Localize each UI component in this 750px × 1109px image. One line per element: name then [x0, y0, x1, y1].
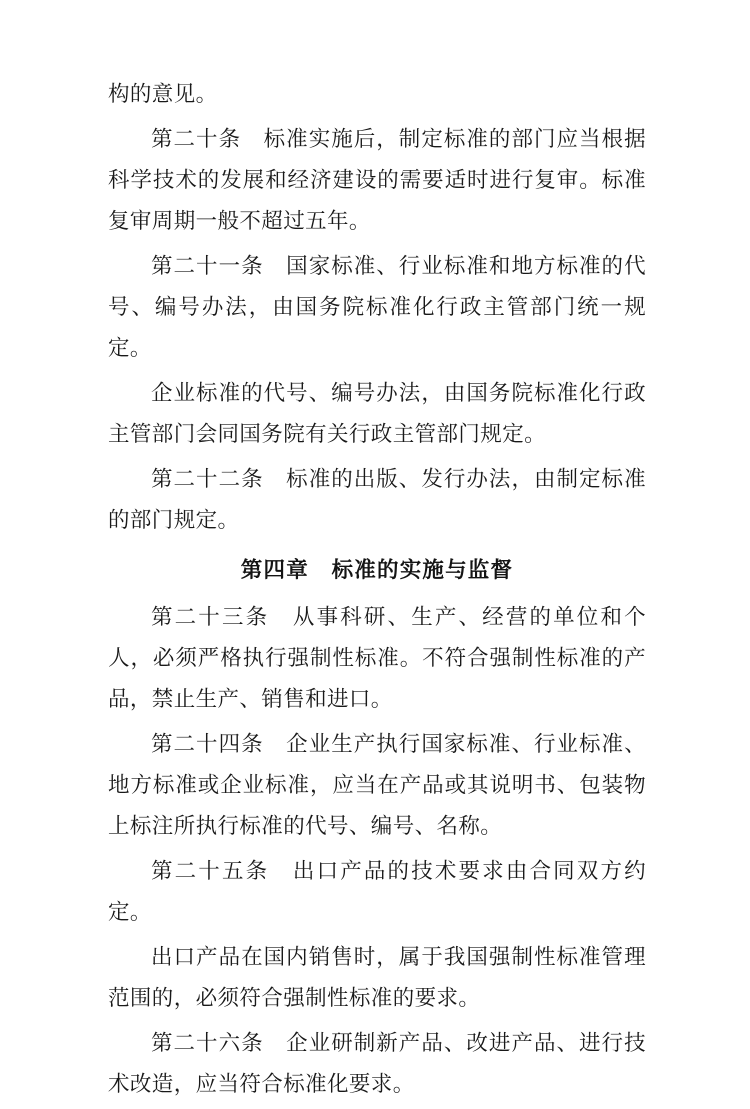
paragraph: 第二十三条 从事科研、生产、经营的单位和个人，必须严格执行强制性标准。不符合强制性标准的产品，禁止生产、销售和进口。	[108, 605, 646, 712]
document-text-column	[108, 74, 646, 1109]
paragraph: 第二十四条 企业生产执行国家标准、行业标准、地方标准或企业标准，应当在产品或其说明书、包装物上标注所执行标准的代号、编号、名称。	[108, 732, 646, 839]
paragraph: 第二十条 标准实施后，制定标准的部门应当根据科学技术的发展和经济建设的需要适时进行复审。标准复审周期一般不超过五年。	[108, 127, 646, 234]
paragraph: 第二十六条 企业研制新产品、改进产品、进行技术改造，应当符合标准化要求。	[108, 1031, 646, 1097]
paragraph: 第二十五条 出口产品的技术要求由合同双方约定。	[108, 859, 646, 925]
paragraph: 企业标准的代号、编号办法，由国务院标准化行政主管部门会同国务院有关行政主管部门规定。	[108, 381, 646, 447]
paragraph: 第二十二条 标准的出版、发行办法，由制定标准的部门规定。	[108, 467, 646, 533]
chapter-heading: 第四章 标准的实施与监督	[240, 558, 514, 583]
paragraph: 构的意见。	[108, 82, 218, 107]
paragraph: 第二十一条 国家标准、行业标准和地方标准的代号、编号办法，由国务院标准化行政主管部门统一规定。	[108, 254, 646, 361]
paragraph: 出口产品在国内销售时，属于我国强制性标准管理范围的，必须符合强制性标准的要求。	[108, 945, 646, 1011]
